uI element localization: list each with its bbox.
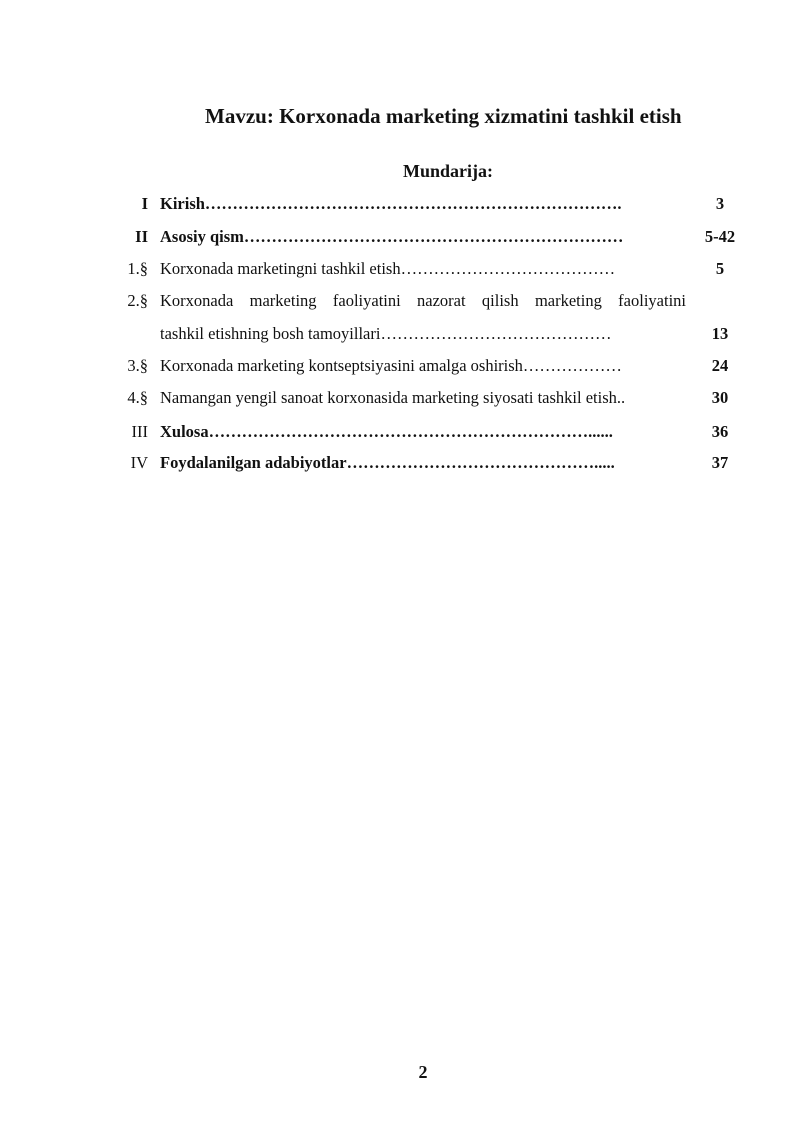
toc-number: I xyxy=(141,194,148,213)
toc-number: IV xyxy=(130,453,148,472)
toc-number: 1.§ xyxy=(127,259,148,278)
toc-entry-section-2 xyxy=(100,289,748,313)
toc-number: 3.§ xyxy=(127,356,148,375)
toc-title-continued: tashkil etishning bosh tamoyillari…………………………………… xyxy=(160,324,612,343)
document-title: Mavzu: Korxonada marketing xizmatini tashkil etish xyxy=(205,104,682,128)
toc-entry-kirish xyxy=(100,192,748,216)
toc-page: 24 xyxy=(711,356,729,375)
toc-page: 3 xyxy=(715,194,725,213)
toc-title: Korxonada marketing kontseptsiyasini amalga oshirish……………… xyxy=(160,356,622,375)
toc-page: 36 xyxy=(711,422,729,441)
toc-title: Kirish…………………………………………………………………. xyxy=(160,194,622,213)
toc-page: 13 xyxy=(711,324,729,343)
toc-page: 5-42 xyxy=(704,227,736,246)
toc-entry-xulosa xyxy=(100,420,748,444)
toc-entry-adabiyotlar xyxy=(100,451,748,475)
toc-entry-section-3 xyxy=(100,354,748,378)
toc-title: Xulosa……………………………………………………………...... xyxy=(160,422,613,441)
toc-title: Foydalanilgan adabiyotlar………………………………………..... xyxy=(160,453,615,472)
contents-heading: Mundarija: xyxy=(403,161,493,181)
toc-title: Korxonada marketingni tashkil etish………………………………… xyxy=(160,259,616,278)
toc-entry-section-4 xyxy=(100,386,748,410)
toc-number: III xyxy=(131,422,148,441)
toc-entry-asosiy-qism xyxy=(100,225,748,249)
toc-page: 5 xyxy=(715,259,725,278)
toc-entry-section-2-continued xyxy=(100,322,748,346)
toc-title: Namangan yengil sanoat korxonasida marketing siyosati tashkil etish.. xyxy=(160,388,626,407)
toc-page: 37 xyxy=(711,453,729,472)
toc-number: 2.§ xyxy=(127,291,148,310)
toc-number: 4.§ xyxy=(127,388,148,407)
toc-title: Asosiy qism…………………………………………………………… xyxy=(160,227,624,246)
toc-page: 30 xyxy=(711,388,729,407)
page-number: 2 xyxy=(418,1062,428,1082)
toc-entry-section-1 xyxy=(100,257,748,281)
toc-number: II xyxy=(135,227,148,246)
toc-title: Korxonada marketing faoliyatini nazorat qilish marketing faoliyatini xyxy=(160,291,686,310)
